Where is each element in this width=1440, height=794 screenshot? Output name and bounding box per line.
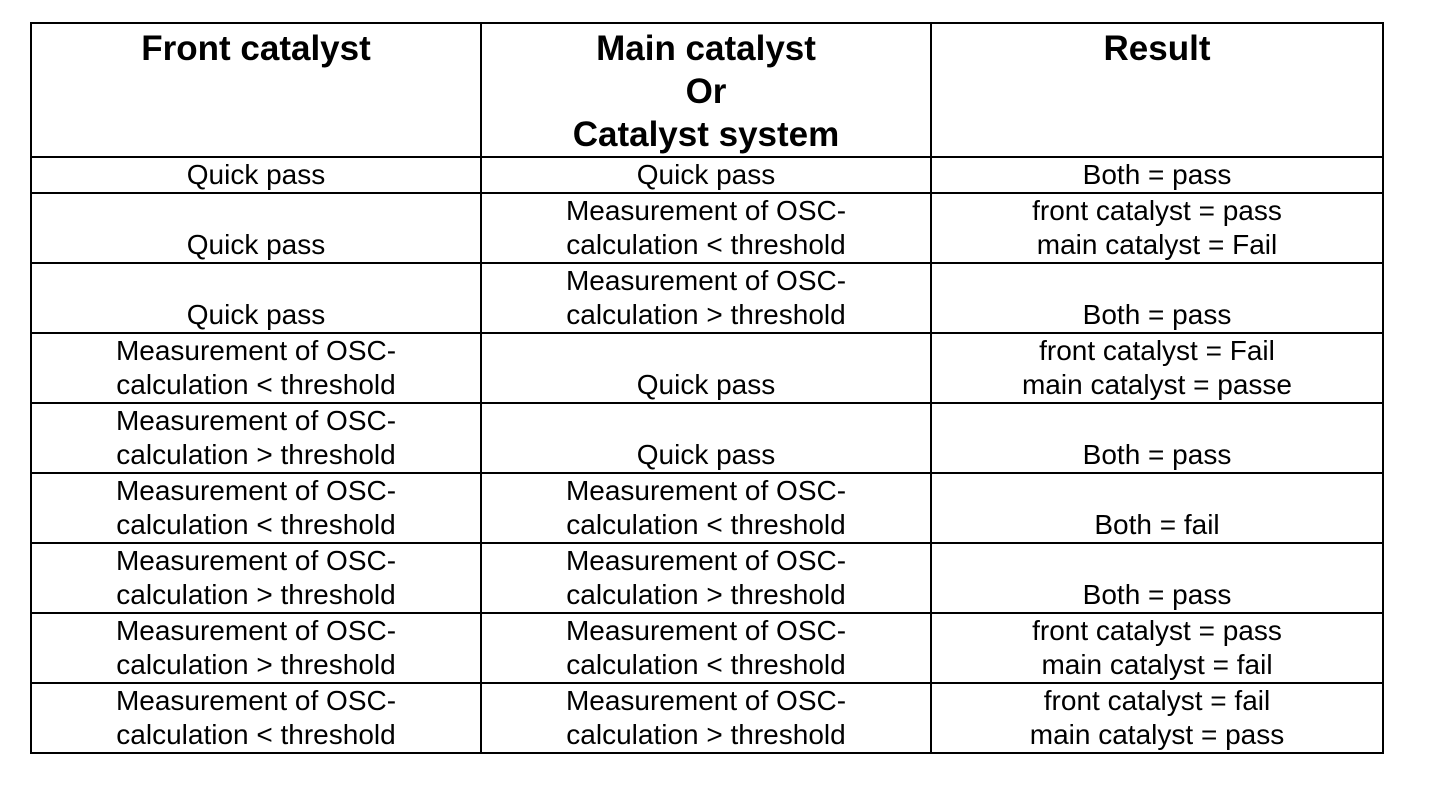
table-row <box>31 157 1383 193</box>
result-cell: front catalyst = fail main catalyst = pass <box>931 683 1383 753</box>
main-catalyst-cell: Measurement of OSC- calculation < threshold <box>481 473 931 543</box>
main-catalyst-cell: Measurement of OSC- calculation > threshold <box>481 263 931 333</box>
result-cell: Both = pass <box>931 263 1383 333</box>
main-catalyst-cell: Quick pass <box>481 333 931 403</box>
main-catalyst-cell: Quick pass <box>481 403 931 473</box>
table-row <box>31 333 1383 403</box>
front-catalyst-cell: Measurement of OSC- calculation > threshold <box>31 613 481 683</box>
front-catalyst-cell: Measurement of OSC- calculation > threshold <box>31 403 481 473</box>
header-main-catalyst: Main catalyst Or Catalyst system <box>481 23 931 157</box>
result-cell: front catalyst = pass main catalyst = Fail <box>931 193 1383 263</box>
table-row <box>31 263 1383 333</box>
result-cell: Both = pass <box>931 157 1383 193</box>
table-row <box>31 683 1383 753</box>
main-catalyst-cell: Quick pass <box>481 157 931 193</box>
front-catalyst-cell: Measurement of OSC- calculation < threshold <box>31 473 481 543</box>
main-catalyst-cell: Measurement of OSC- calculation > threshold <box>481 683 931 753</box>
main-catalyst-cell: Measurement of OSC- calculation > threshold <box>481 543 931 613</box>
result-cell: Both = pass <box>931 403 1383 473</box>
result-cell: Both = fail <box>931 473 1383 543</box>
front-catalyst-cell: Quick pass <box>31 263 481 333</box>
table-row <box>31 193 1383 263</box>
main-catalyst-cell: Measurement of OSC- calculation < threshold <box>481 193 931 263</box>
table-row <box>31 613 1383 683</box>
catalyst-result-table <box>30 22 1384 754</box>
front-catalyst-cell: Quick pass <box>31 157 481 193</box>
header-result: Result <box>931 23 1383 157</box>
front-catalyst-cell: Measurement of OSC- calculation < threshold <box>31 333 481 403</box>
header-front-catalyst: Front catalyst <box>31 23 481 157</box>
table-header-row <box>31 23 1383 157</box>
result-cell: front catalyst = Fail main catalyst = passe <box>931 333 1383 403</box>
table-row <box>31 543 1383 613</box>
main-catalyst-cell: Measurement of OSC- calculation < threshold <box>481 613 931 683</box>
table-row <box>31 473 1383 543</box>
front-catalyst-cell: Measurement of OSC- calculation < threshold <box>31 683 481 753</box>
front-catalyst-cell: Quick pass <box>31 193 481 263</box>
result-cell: front catalyst = pass main catalyst = fail <box>931 613 1383 683</box>
front-catalyst-cell: Measurement of OSC- calculation > threshold <box>31 543 481 613</box>
table-row <box>31 403 1383 473</box>
result-cell: Both = pass <box>931 543 1383 613</box>
